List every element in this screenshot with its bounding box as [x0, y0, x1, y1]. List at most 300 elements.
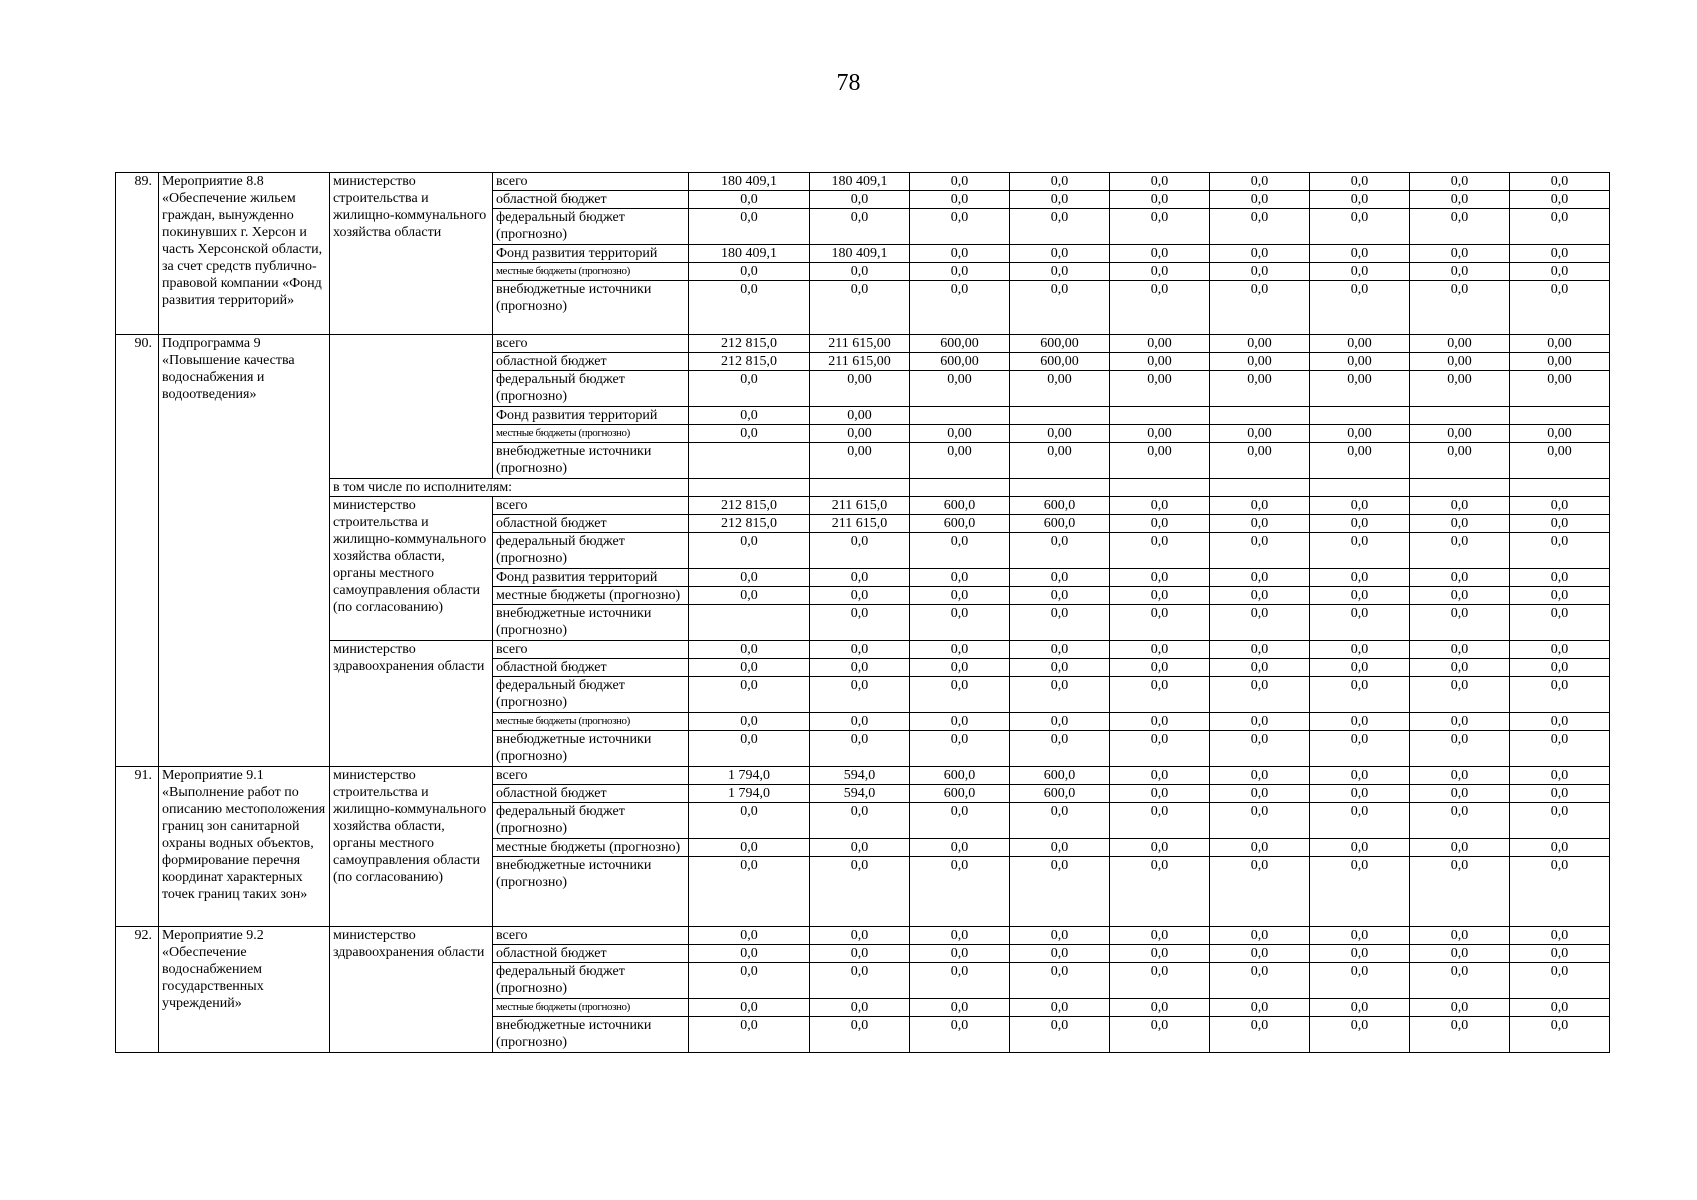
value-cell: 0,00 [1410, 353, 1510, 371]
funding-source: внебюджетные источники (прогнозно) [493, 1017, 689, 1053]
value-cell: 0,0 [1310, 945, 1410, 963]
value-cell: 0,0 [1010, 731, 1110, 767]
value-cell: 0,00 [1110, 335, 1210, 353]
value-cell [1110, 407, 1210, 425]
value-cell: 0,00 [1210, 371, 1310, 407]
value-cell: 0,0 [1410, 927, 1510, 945]
funding-source: областной бюджет [493, 659, 689, 677]
value-cell: 0,0 [1410, 569, 1510, 587]
value-cell: 0,0 [1410, 1017, 1510, 1053]
funding-source: Фонд развития территорий [493, 245, 689, 263]
value-cell: 212 815,0 [689, 353, 810, 371]
value-cell: 0,0 [1110, 587, 1210, 605]
funding-source: местные бюджеты (прогнозно) [493, 425, 689, 443]
value-cell: 0,0 [1010, 857, 1110, 927]
value-cell: 0,00 [1310, 353, 1410, 371]
value-cell: 0,0 [1510, 999, 1610, 1017]
value-cell: 0,0 [689, 731, 810, 767]
value-cell: 0,0 [1510, 945, 1610, 963]
value-cell: 0,0 [1210, 945, 1310, 963]
value-cell: 0,0 [689, 857, 810, 927]
value-cell: 0,0 [810, 1017, 910, 1053]
value-cell: 0,0 [1110, 945, 1210, 963]
executor-cell: министерство здравоохранения области [330, 641, 493, 767]
value-cell: 0,0 [1010, 533, 1110, 569]
value-cell: 0,0 [1210, 497, 1310, 515]
value-cell: 0,0 [1310, 839, 1410, 857]
value-cell: 0,0 [910, 839, 1010, 857]
value-cell: 0,0 [1510, 191, 1610, 209]
value-cell: 600,0 [1010, 767, 1110, 785]
value-cell: 0,0 [1510, 767, 1610, 785]
funding-source: всего [493, 173, 689, 191]
value-cell: 1 794,0 [689, 785, 810, 803]
value-cell: 0,0 [910, 731, 1010, 767]
measure-name: Мероприятие 9.2 «Обеспечение водоснабжением государственных учреждений» [159, 927, 330, 1053]
funding-source: местные бюджеты (прогнозно) [493, 263, 689, 281]
funding-source: внебюджетные источники (прогнозно) [493, 443, 689, 479]
value-cell: 0,0 [910, 713, 1010, 731]
value-cell: 0,0 [1210, 839, 1310, 857]
value-cell: 0,0 [1210, 713, 1310, 731]
funding-source: местные бюджеты (прогнозно) [493, 587, 689, 605]
value-cell: 0,0 [810, 839, 910, 857]
value-cell: 0,0 [1010, 1017, 1110, 1053]
value-cell: 0,00 [1410, 371, 1510, 407]
value-cell: 0,0 [1010, 569, 1110, 587]
value-cell: 0,0 [1210, 281, 1310, 335]
executor-header-row [116, 479, 1610, 497]
funding-source: областной бюджет [493, 191, 689, 209]
value-cell: 0,0 [1510, 263, 1610, 281]
value-cell: 0,0 [1210, 263, 1310, 281]
value-cell: 600,0 [910, 515, 1010, 533]
executor-cell: министерство строительства и жилищно-коммунального хозяйства области, органы местного самоуправления области (по согласованию) [330, 767, 493, 927]
empty-cell [1010, 479, 1110, 497]
value-cell: 0,0 [1210, 803, 1310, 839]
value-cell: 0,0 [689, 425, 810, 443]
value-cell: 0,0 [810, 927, 910, 945]
empty-cell [910, 479, 1010, 497]
value-cell: 594,0 [810, 767, 910, 785]
value-cell: 0,0 [1010, 173, 1110, 191]
value-cell: 0,0 [1110, 999, 1210, 1017]
value-cell: 600,0 [1010, 515, 1110, 533]
value-cell: 0,00 [1210, 425, 1310, 443]
value-cell: 0,0 [1210, 587, 1310, 605]
value-cell: 0,0 [910, 209, 1010, 245]
value-cell: 0,0 [1510, 785, 1610, 803]
value-cell: 0,00 [810, 407, 910, 425]
value-cell: 0,0 [810, 999, 910, 1017]
executor-cell: министерство здравоохранения области [330, 927, 493, 1053]
value-cell: 0,0 [1110, 641, 1210, 659]
value-cell: 0,0 [910, 191, 1010, 209]
value-cell: 211 615,0 [810, 515, 910, 533]
measure-name: Мероприятие 8.8 «Обеспечение жильем граждан, вынужденно покинувших г. Херсон и часть Херсонской области, за счет средств публично-правовой компании «Фонд развития территорий» [159, 173, 330, 335]
value-cell: 0,0 [1310, 281, 1410, 335]
value-cell: 0,0 [910, 173, 1010, 191]
value-cell: 0,00 [810, 443, 910, 479]
value-cell: 0,0 [1510, 857, 1610, 927]
funding-source: местные бюджеты (прогнозно) [493, 999, 689, 1017]
value-cell: 0,0 [910, 945, 1010, 963]
value-cell: 0,0 [810, 533, 910, 569]
value-cell: 600,0 [910, 767, 1010, 785]
value-cell: 0,0 [1310, 209, 1410, 245]
value-cell: 0,0 [910, 999, 1010, 1017]
value-cell: 0,0 [1010, 191, 1110, 209]
value-cell: 0,0 [1310, 173, 1410, 191]
row-number: 92. [116, 927, 159, 1053]
funding-source: Фонд развития территорий [493, 407, 689, 425]
value-cell: 0,0 [1310, 731, 1410, 767]
value-cell: 0,0 [1510, 245, 1610, 263]
value-cell: 0,0 [1310, 999, 1410, 1017]
value-cell: 0,00 [1010, 425, 1110, 443]
value-cell: 0,0 [1210, 963, 1310, 999]
value-cell: 0,0 [1510, 659, 1610, 677]
value-cell: 600,0 [1010, 497, 1110, 515]
value-cell: 0,0 [1310, 857, 1410, 927]
value-cell: 0,0 [810, 857, 910, 927]
funding-source: областной бюджет [493, 515, 689, 533]
value-cell [910, 407, 1010, 425]
value-cell: 0,0 [810, 605, 910, 641]
table-row [116, 335, 1610, 353]
value-cell: 0,0 [1110, 533, 1210, 569]
value-cell: 0,00 [910, 425, 1010, 443]
value-cell: 0,0 [1110, 927, 1210, 945]
value-cell [1010, 407, 1110, 425]
value-cell: 0,0 [1010, 945, 1110, 963]
funding-source: областной бюджет [493, 945, 689, 963]
value-cell: 0,00 [1210, 443, 1310, 479]
value-cell: 0,0 [1310, 245, 1410, 263]
funding-source: областной бюджет [493, 785, 689, 803]
value-cell: 0,0 [1010, 659, 1110, 677]
funding-source: федеральный бюджет (прогнозно) [493, 533, 689, 569]
value-cell: 0,0 [1110, 659, 1210, 677]
row-number: 89. [116, 173, 159, 335]
value-cell: 0,00 [910, 443, 1010, 479]
funding-source: внебюджетные источники (прогнозно) [493, 605, 689, 641]
value-cell: 0,0 [1310, 569, 1410, 587]
value-cell: 0,0 [1010, 245, 1110, 263]
value-cell: 180 409,1 [810, 173, 910, 191]
value-cell: 0,0 [689, 587, 810, 605]
value-cell: 0,0 [1510, 1017, 1610, 1053]
value-cell: 0,0 [810, 731, 910, 767]
value-cell: 0,0 [1210, 569, 1310, 587]
value-cell: 1 794,0 [689, 767, 810, 785]
value-cell: 0,0 [1310, 713, 1410, 731]
value-cell: 0,0 [910, 245, 1010, 263]
value-cell: 0,00 [1410, 425, 1510, 443]
value-cell: 0,0 [1110, 839, 1210, 857]
value-cell: 0,0 [1510, 713, 1610, 731]
value-cell: 0,0 [1110, 281, 1210, 335]
value-cell: 0,0 [1510, 677, 1610, 713]
row-number: 91. [116, 767, 159, 927]
value-cell: 0,0 [1310, 659, 1410, 677]
value-cell: 594,0 [810, 785, 910, 803]
value-cell: 0,00 [1310, 335, 1410, 353]
value-cell: 0,0 [1210, 173, 1310, 191]
value-cell: 212 815,0 [689, 515, 810, 533]
value-cell: 0,00 [1010, 371, 1110, 407]
value-cell: 0,0 [910, 281, 1010, 335]
funding-source: внебюджетные источники (прогнозно) [493, 731, 689, 767]
value-cell [689, 605, 810, 641]
value-cell: 0,0 [1210, 191, 1310, 209]
value-cell: 0,0 [1410, 659, 1510, 677]
value-cell: 0,0 [689, 641, 810, 659]
value-cell: 0,0 [1110, 515, 1210, 533]
funding-source: федеральный бюджет (прогнозно) [493, 371, 689, 407]
value-cell: 0,0 [1410, 945, 1510, 963]
value-cell: 0,0 [1110, 209, 1210, 245]
value-cell: 0,0 [1210, 605, 1310, 641]
value-cell: 0,0 [1110, 963, 1210, 999]
funding-source: областной бюджет [493, 353, 689, 371]
value-cell: 0,0 [689, 569, 810, 587]
value-cell: 0,0 [689, 659, 810, 677]
value-cell: 0,0 [810, 641, 910, 659]
value-cell: 0,0 [1310, 785, 1410, 803]
value-cell: 0,0 [810, 263, 910, 281]
value-cell: 0,00 [1010, 443, 1110, 479]
executor-cell: министерство строительства и жилищно-коммунального хозяйства области [330, 173, 493, 335]
value-cell: 0,0 [1310, 497, 1410, 515]
value-cell: 0,0 [689, 963, 810, 999]
value-cell: 0,0 [1410, 515, 1510, 533]
value-cell: 0,0 [1310, 927, 1410, 945]
value-cell: 0,0 [1410, 191, 1510, 209]
value-cell: 0,0 [1110, 191, 1210, 209]
value-cell: 0,0 [1410, 641, 1510, 659]
value-cell: 0,0 [1510, 605, 1610, 641]
value-cell: 0,0 [1410, 497, 1510, 515]
value-cell: 0,00 [1110, 425, 1210, 443]
value-cell: 0,0 [910, 927, 1010, 945]
value-cell: 0,00 [1110, 353, 1210, 371]
value-cell: 212 815,0 [689, 335, 810, 353]
value-cell: 0,00 [1310, 371, 1410, 407]
value-cell: 0,0 [810, 677, 910, 713]
value-cell: 600,00 [910, 353, 1010, 371]
value-cell: 0,0 [1510, 209, 1610, 245]
funding-source: всего [493, 335, 689, 353]
value-cell: 0,0 [1310, 963, 1410, 999]
value-cell: 0,0 [1410, 963, 1510, 999]
value-cell: 0,0 [1410, 857, 1510, 927]
value-cell: 0,0 [1010, 999, 1110, 1017]
value-cell: 600,0 [910, 497, 1010, 515]
value-cell: 0,00 [910, 371, 1010, 407]
funding-source: федеральный бюджет (прогнозно) [493, 677, 689, 713]
table-row [116, 927, 1610, 945]
value-cell [1310, 407, 1410, 425]
value-cell: 0,0 [810, 569, 910, 587]
value-cell: 0,0 [1410, 263, 1510, 281]
value-cell: 0,0 [910, 605, 1010, 641]
value-cell: 0,0 [810, 803, 910, 839]
value-cell: 0,0 [1510, 927, 1610, 945]
value-cell: 0,0 [810, 963, 910, 999]
value-cell: 0,0 [910, 569, 1010, 587]
value-cell: 0,0 [1210, 515, 1310, 533]
value-cell: 0,0 [910, 263, 1010, 281]
value-cell: 0,0 [1510, 839, 1610, 857]
value-cell: 0,00 [1510, 425, 1610, 443]
value-cell: 0,0 [1410, 677, 1510, 713]
value-cell: 0,0 [1210, 641, 1310, 659]
value-cell: 180 409,1 [689, 245, 810, 263]
value-cell: 0,0 [1110, 245, 1210, 263]
empty-cell [1110, 479, 1210, 497]
value-cell: 0,0 [689, 191, 810, 209]
value-cell: 0,0 [1410, 587, 1510, 605]
value-cell: 0,0 [1110, 569, 1210, 587]
funding-source: всего [493, 641, 689, 659]
value-cell: 0,0 [689, 533, 810, 569]
value-cell: 0,0 [1010, 803, 1110, 839]
value-cell: 0,0 [1110, 785, 1210, 803]
value-cell: 0,00 [1510, 353, 1610, 371]
empty-cell [1310, 479, 1410, 497]
value-cell: 0,0 [689, 677, 810, 713]
value-cell: 0,0 [1210, 999, 1310, 1017]
value-cell: 0,0 [1510, 569, 1610, 587]
value-cell: 600,00 [1010, 335, 1110, 353]
value-cell: 0,0 [1010, 587, 1110, 605]
value-cell: 0,0 [1310, 605, 1410, 641]
executor-header: в том числе по исполнителям: [330, 479, 689, 497]
value-cell: 0,0 [1210, 677, 1310, 713]
value-cell: 0,0 [1310, 803, 1410, 839]
value-cell: 0,0 [1010, 641, 1110, 659]
value-cell: 0,0 [1110, 857, 1210, 927]
value-cell: 0,0 [910, 1017, 1010, 1053]
value-cell [1510, 407, 1610, 425]
value-cell: 211 615,00 [810, 335, 910, 353]
value-cell: 0,0 [910, 641, 1010, 659]
empty-cell [689, 479, 810, 497]
value-cell: 0,00 [1210, 353, 1310, 371]
value-cell: 0,0 [1110, 173, 1210, 191]
value-cell: 0,0 [1510, 641, 1610, 659]
executor-cell [330, 335, 493, 479]
value-cell: 600,0 [910, 785, 1010, 803]
funding-source: всего [493, 767, 689, 785]
value-cell: 0,0 [689, 1017, 810, 1053]
value-cell: 0,00 [1510, 335, 1610, 353]
value-cell: 0,0 [1010, 677, 1110, 713]
value-cell: 0,0 [1310, 263, 1410, 281]
value-cell: 0,0 [1010, 281, 1110, 335]
funding-source: внебюджетные источники (прогнозно) [493, 857, 689, 927]
empty-cell [1510, 479, 1610, 497]
executor-cell: министерство строительства и жилищно-коммунального хозяйства области, органы местного самоуправления области (по согласованию) [330, 497, 493, 641]
value-cell: 0,0 [689, 713, 810, 731]
value-cell: 0,0 [1410, 245, 1510, 263]
value-cell: 0,0 [1010, 263, 1110, 281]
value-cell: 0,0 [1510, 497, 1610, 515]
value-cell: 0,0 [1110, 263, 1210, 281]
value-cell: 0,00 [1310, 425, 1410, 443]
value-cell: 0,00 [1310, 443, 1410, 479]
value-cell: 0,0 [1110, 1017, 1210, 1053]
value-cell: 0,0 [1110, 803, 1210, 839]
value-cell: 0,0 [1210, 533, 1310, 569]
value-cell: 0,0 [810, 209, 910, 245]
measure-name: Подпрограмма 9 «Повышение качества водоснабжения и водоотведения» [159, 335, 330, 767]
value-cell: 0,0 [1510, 963, 1610, 999]
funding-source: внебюджетные источники (прогнозно) [493, 281, 689, 335]
funding-source: всего [493, 927, 689, 945]
table-row [116, 497, 1610, 515]
value-cell: 0,0 [1010, 605, 1110, 641]
value-cell: 0,00 [810, 425, 910, 443]
value-cell: 0,0 [1210, 245, 1310, 263]
funding-source: федеральный бюджет (прогнозно) [493, 803, 689, 839]
value-cell: 0,00 [1410, 335, 1510, 353]
value-cell: 0,0 [689, 803, 810, 839]
value-cell: 0,0 [910, 963, 1010, 999]
value-cell: 0,0 [1410, 999, 1510, 1017]
value-cell: 0,0 [1110, 605, 1210, 641]
value-cell: 180 409,1 [810, 245, 910, 263]
value-cell: 0,0 [810, 659, 910, 677]
value-cell: 0,0 [1110, 677, 1210, 713]
value-cell: 0,0 [1210, 927, 1310, 945]
value-cell: 0,0 [1510, 533, 1610, 569]
value-cell: 0,0 [810, 713, 910, 731]
value-cell: 0,0 [810, 191, 910, 209]
measure-name: Мероприятие 9.1 «Выполнение работ по описанию местоположения границ зон санитарной охраны водных объектов, формирование перечня координат характерных точек границ таких зон» [159, 767, 330, 927]
value-cell: 0,0 [810, 587, 910, 605]
value-cell: 0,0 [689, 927, 810, 945]
value-cell [1410, 407, 1510, 425]
value-cell: 0,0 [1510, 587, 1610, 605]
value-cell: 600,00 [1010, 353, 1110, 371]
empty-cell [1410, 479, 1510, 497]
value-cell: 0,0 [810, 945, 910, 963]
value-cell: 0,0 [1010, 927, 1110, 945]
table-row [116, 641, 1610, 659]
value-cell: 0,0 [1410, 209, 1510, 245]
value-cell: 0,0 [1410, 281, 1510, 335]
value-cell: 211 615,00 [810, 353, 910, 371]
value-cell: 0,00 [1110, 443, 1210, 479]
page-number: 78 [836, 70, 861, 96]
value-cell: 0,0 [1110, 767, 1210, 785]
value-cell: 0,0 [1310, 677, 1410, 713]
value-cell: 0,0 [689, 999, 810, 1017]
value-cell: 0,0 [1010, 963, 1110, 999]
value-cell: 0,00 [1110, 371, 1210, 407]
value-cell: 0,0 [689, 407, 810, 425]
value-cell: 211 615,0 [810, 497, 910, 515]
value-cell: 0,00 [1510, 443, 1610, 479]
value-cell: 0,0 [1410, 605, 1510, 641]
value-cell: 0,0 [1410, 173, 1510, 191]
value-cell: 0,0 [1510, 515, 1610, 533]
empty-cell [810, 479, 910, 497]
value-cell: 0,0 [1510, 803, 1610, 839]
value-cell: 0,0 [1310, 641, 1410, 659]
